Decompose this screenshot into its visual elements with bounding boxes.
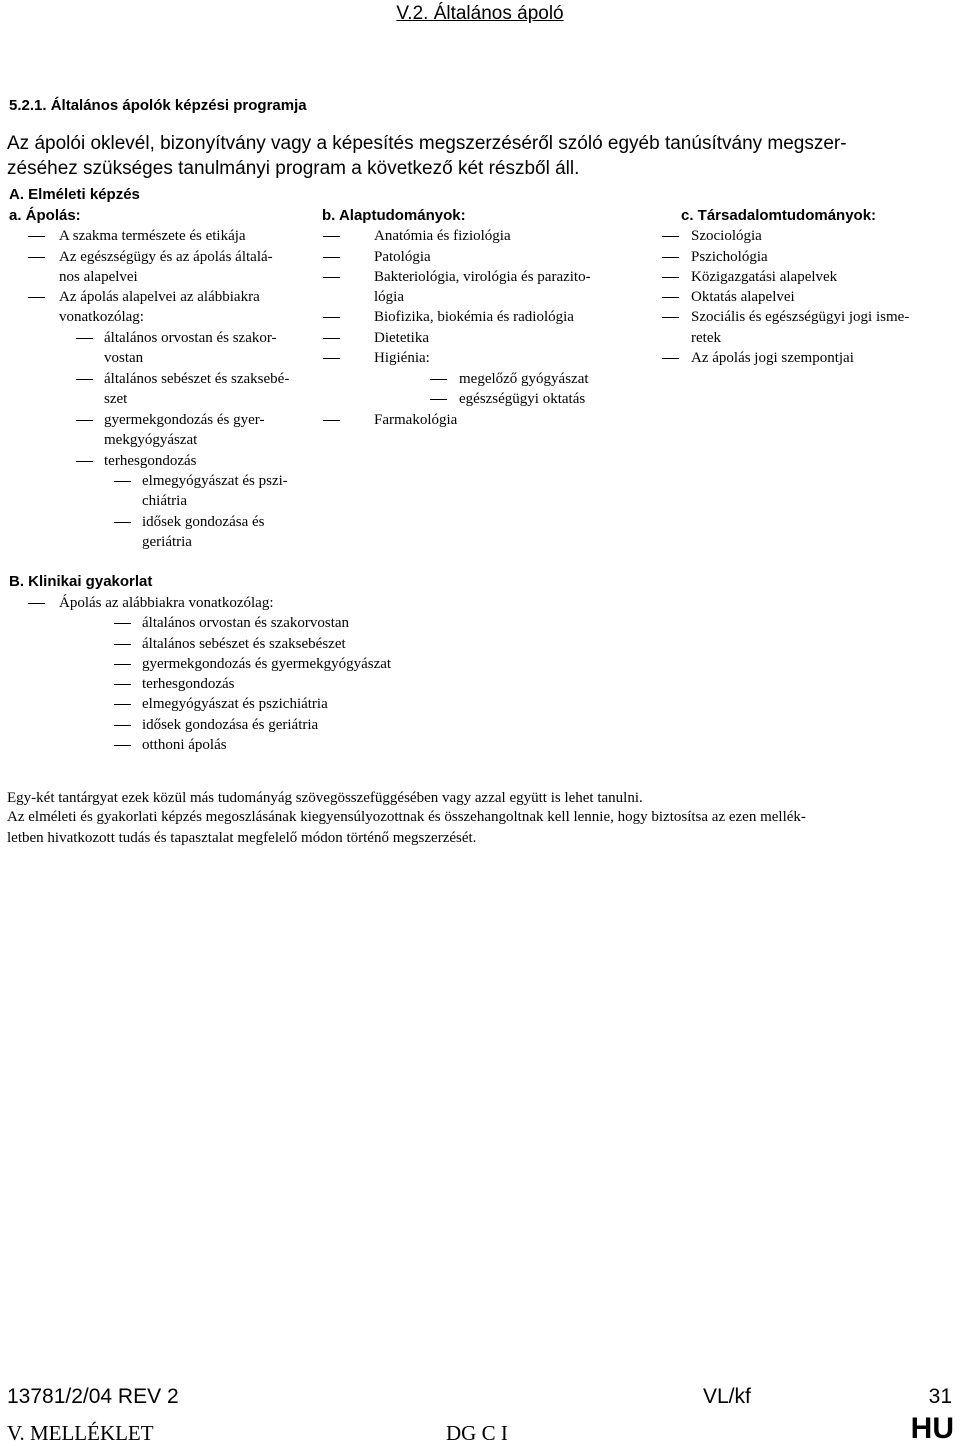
footer-lang: HU [910, 1412, 954, 1445]
list-item: Biofizika, biokémia és radiológia [374, 309, 574, 325]
sub-item: megelőző gyógyászat [459, 371, 589, 387]
dash-icon [662, 236, 679, 237]
closing-line-2: Az elméleti és gyakorlati képzés megoszlásának kiegyensúlyozottnak és összehangoltnak kell lennie, hogy biztosítsa az ezen mellék- [7, 809, 806, 825]
sub-item-continued: vostan [104, 350, 144, 366]
sub-sub-item-continued: chiátria [142, 493, 187, 509]
dash-icon [323, 257, 340, 258]
sub-item: általános sebészet és szaksebé- [104, 371, 290, 387]
list-item: Patológia [374, 249, 431, 265]
footer-page-number: 31 [928, 1385, 952, 1408]
list-item: Farmakológia [374, 412, 458, 428]
column-c-heading: c. Társadalomtudományok: [681, 207, 877, 224]
dash-icon [662, 277, 679, 278]
dash-icon [662, 257, 679, 258]
list-item: A szakma természete és etikája [59, 228, 246, 244]
footer-doc-ref: 13781/2/04 REV 2 [7, 1385, 179, 1408]
sub-item: általános orvostan és szakor- [104, 330, 277, 346]
list-item: elmegyógyászat és pszichiátria [142, 696, 328, 712]
dash-icon [430, 399, 447, 400]
dash-icon [28, 257, 45, 258]
column-a-heading: a. Ápolás: [9, 207, 81, 224]
dash-icon [114, 623, 131, 624]
dash-icon [114, 644, 131, 645]
list-item: Dietetika [374, 330, 429, 346]
section-heading: 5.2.1. Általános ápolók képzési programja [9, 97, 307, 114]
list-item-continued: retek [691, 330, 721, 346]
list-item: idősek gondozása és geriátria [142, 717, 319, 733]
dash-icon [323, 358, 340, 359]
dash-icon [28, 297, 45, 298]
list-item: terhesgondozás [142, 676, 235, 692]
dash-icon [323, 317, 340, 318]
sub-item-continued: mekgyógyászat [104, 432, 198, 448]
dash-icon [114, 745, 131, 746]
dash-icon [662, 358, 679, 359]
document-title: V.2. Általános ápoló [396, 3, 564, 24]
dash-icon [323, 420, 340, 421]
closing-line-3: letben hivatkozott tudás és tapasztalat megfelelő módon történő megszerzését. [7, 830, 477, 846]
list-item-continued: nos alapelvei [59, 269, 138, 285]
closing-line-1: Egy-két tantárgyat ezek közül más tudományág szövegösszefüggésében vagy azzal együtt is lehet tanulni. [7, 790, 643, 806]
dash-icon [114, 522, 131, 523]
list-item: Az ápolás alapelvei az alábbiakra [59, 289, 260, 305]
part-b-title: B. Klinikai gyakorlat [9, 573, 153, 590]
list-item: Anatómia és fiziológia [374, 228, 511, 244]
footer-initials: VL/kf [703, 1385, 751, 1408]
dash-icon [323, 236, 340, 237]
footer-dg: DG C I [446, 1421, 508, 1445]
list-item-continued: lógia [374, 289, 404, 305]
dash-icon [28, 603, 45, 604]
list-item: gyermekgondozás és gyermekgyógyászat [142, 656, 392, 672]
footer-annex: V. MELLÉKLET [7, 1421, 154, 1445]
list-item: általános sebészet és szaksebészet [142, 636, 346, 652]
part-a-title: A. Elméleti képzés [9, 186, 140, 203]
list-item: Az egészségügy és az ápolás általá- [59, 249, 273, 265]
intro-line-1: Az ápolói oklevél, bizonyítvány vagy a képesítés megszerzéséről szóló egyéb tanúsítvány megszer- [7, 133, 847, 154]
dash-icon [323, 338, 340, 339]
dash-icon [323, 277, 340, 278]
dash-icon [662, 297, 679, 298]
sub-item: gyermekgondozás és gyer- [104, 412, 265, 428]
sub-sub-item: elmegyógyászat és pszi- [142, 473, 288, 489]
list-item: Szociális és egészségügyi jogi isme- [691, 309, 910, 325]
dash-icon [76, 420, 93, 421]
dash-icon [114, 481, 131, 482]
dash-icon [76, 461, 93, 462]
dash-icon [28, 236, 45, 237]
column-b-heading: b. Alaptudományok: [322, 207, 466, 224]
dash-icon [76, 338, 93, 339]
dash-icon [430, 379, 447, 380]
list-item: Bakteriológia, virológia és parazito- [374, 269, 591, 285]
sub-item: terhesgondozás [104, 453, 197, 469]
list-item: Higiénia: [374, 350, 430, 366]
dash-icon [76, 379, 93, 380]
list-item: általános orvostan és szakorvostan [142, 615, 350, 631]
list-item-continued: vonatkozólag: [59, 309, 144, 325]
intro-line-2: zéséhez szükséges tanulmányi program a következő két részből áll. [7, 158, 580, 179]
list-item: otthoni ápolás [142, 737, 227, 753]
list-item: Oktatás alapelvei [691, 289, 795, 305]
sub-item-continued: szet [104, 391, 128, 407]
sub-sub-item: idősek gondozása és [142, 514, 265, 530]
part-b-intro: Ápolás az alábbiakra vonatkozólag: [59, 595, 274, 611]
list-item: Közigazgatási alapelvek [691, 269, 838, 285]
dash-icon [114, 664, 131, 665]
dash-icon [114, 704, 131, 705]
sub-sub-item-continued: geriátria [142, 534, 192, 550]
dash-icon [662, 317, 679, 318]
dash-icon [114, 684, 131, 685]
list-item: Pszichológia [691, 249, 768, 265]
list-item: Szociológia [691, 228, 762, 244]
sub-item: egészségügyi oktatás [459, 391, 586, 407]
list-item: Az ápolás jogi szempontjai [691, 350, 854, 366]
dash-icon [114, 725, 131, 726]
